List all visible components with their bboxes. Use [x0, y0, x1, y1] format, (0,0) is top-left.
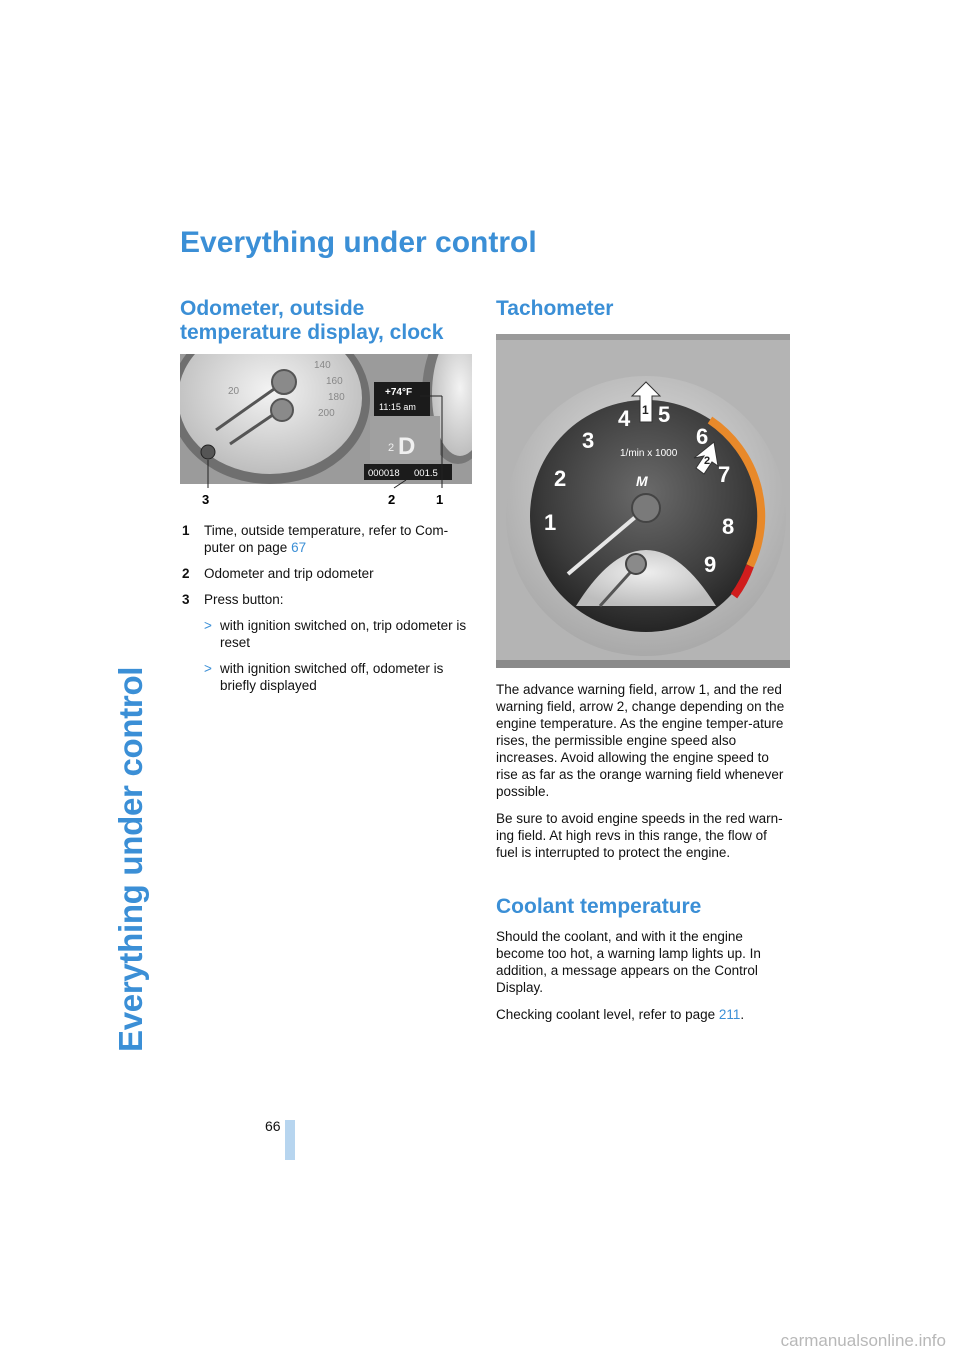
legend-item-2	[182, 565, 474, 582]
legend-num: 2	[182, 566, 190, 581]
odometer-legend	[182, 522, 474, 703]
page-marker-bar	[285, 1120, 295, 1160]
sub-item-text: with ignition switched on, trip odometer is reset	[220, 618, 467, 650]
dial-number-4: 4	[618, 406, 631, 431]
gear-small: 2	[388, 442, 395, 454]
page-link-67[interactable]: 67	[291, 540, 307, 555]
dial-number-9: 9	[704, 552, 717, 577]
tachometer-figure	[496, 334, 790, 668]
coolant-section-title: Coolant temperature	[496, 895, 702, 918]
side-tab-label: Everything under control	[112, 666, 149, 1052]
speedo-tick-160: 160	[326, 376, 343, 387]
tachometer-paragraph-2: Be sure to avoid engine speeds in the red warn-ing field. At high revs in this range, the flow of fuel is interrupted to protect the engine.	[496, 811, 783, 860]
coolant-paragraph-1: Should the coolant, and with it the engine become too hot, a warning lamp lights up. In addition, a message appears on the Control Display.	[496, 929, 761, 995]
speedo-tick-140: 140	[314, 360, 331, 371]
sub-item-ignition-off	[204, 660, 474, 694]
legend-item-1	[182, 522, 474, 556]
dial-number-5: 5	[658, 402, 671, 427]
temp-readout: +74°F	[385, 387, 413, 398]
tachometer-paragraph-1: The advance warning field, arrow 1, and the red warning field, arrow 2, change depending on the engine temperature. As the engine temper-ature rises, the permissible engine speed also increases. Avoid allowing the engine speed to rise as far as the orange warning field whenever possible.	[496, 682, 785, 799]
speedo-hub	[272, 370, 296, 394]
odometer-figure	[180, 354, 472, 512]
reset-button-illustration	[201, 445, 215, 459]
coolant-text	[496, 928, 792, 1033]
clock-readout: 11:15 am	[379, 402, 416, 412]
callout-3: 3	[202, 492, 210, 507]
odometer-cluster-illustration	[180, 354, 472, 512]
page-number: 66	[265, 1118, 281, 1134]
page-link-211[interactable]: 211	[718, 1007, 741, 1022]
callout-1: 1	[436, 492, 444, 507]
dial-number-8: 8	[722, 514, 735, 539]
speedo-tick-200: 200	[318, 408, 335, 419]
legend-num: 3	[182, 592, 190, 607]
legend-text: Press button:	[204, 592, 284, 607]
gear-indicator: D	[398, 433, 416, 460]
arrow-2-label: 2	[704, 455, 711, 467]
bullet-marker: >	[204, 618, 212, 633]
coolant-paragraph-2	[496, 1006, 792, 1023]
legend-num: 1	[182, 523, 190, 538]
legend-text: Time, outside temperature, refer to Com-puter on page	[204, 523, 449, 555]
odometer-title-line2: temperature display, clock	[180, 321, 444, 344]
dial-number-2: 2	[554, 466, 567, 491]
legend-text: Odometer and trip odometer	[204, 566, 374, 581]
page-title: Everything under control	[180, 226, 537, 259]
tachometer-section-title: Tachometer	[496, 297, 614, 320]
callout-2: 2	[388, 492, 396, 507]
dial-number-6: 6	[696, 424, 709, 449]
oil-hub	[626, 554, 646, 574]
coolant-reference-text: Checking coolant level, refer to page	[496, 1007, 719, 1022]
tach-unit-label: 1/min x 1000	[620, 448, 678, 459]
coolant-reference-end: .	[740, 1007, 745, 1022]
odometer-section-title	[180, 297, 470, 345]
odometer-title-line1: Odometer, outside	[180, 297, 365, 320]
trip-readout: 001.5	[414, 468, 438, 479]
fuel-hub	[271, 399, 293, 421]
bullet-marker: >	[204, 661, 212, 676]
arrow-1-label: 1	[642, 403, 649, 417]
odometer-readout: 000018	[368, 468, 400, 479]
tach-hub	[632, 494, 660, 522]
footer-watermark: carmanualsonline.info	[780, 1331, 946, 1350]
dial-number-3: 3	[582, 428, 595, 453]
dial-number-1: 1	[544, 510, 557, 535]
speedo-tick-180: 180	[328, 392, 345, 403]
sub-item-text: with ignition switched off, odometer is briefly displayed	[220, 661, 444, 693]
sub-item-ignition-on	[204, 617, 474, 651]
tachometer-illustration	[496, 334, 790, 668]
legend-item-3	[182, 591, 474, 608]
dial-number-7: 7	[718, 462, 731, 487]
tachometer-text	[496, 681, 792, 871]
side-tab	[112, 232, 162, 1052]
m-logo: M	[636, 473, 648, 489]
speedo-tick-20: 20	[228, 386, 240, 397]
